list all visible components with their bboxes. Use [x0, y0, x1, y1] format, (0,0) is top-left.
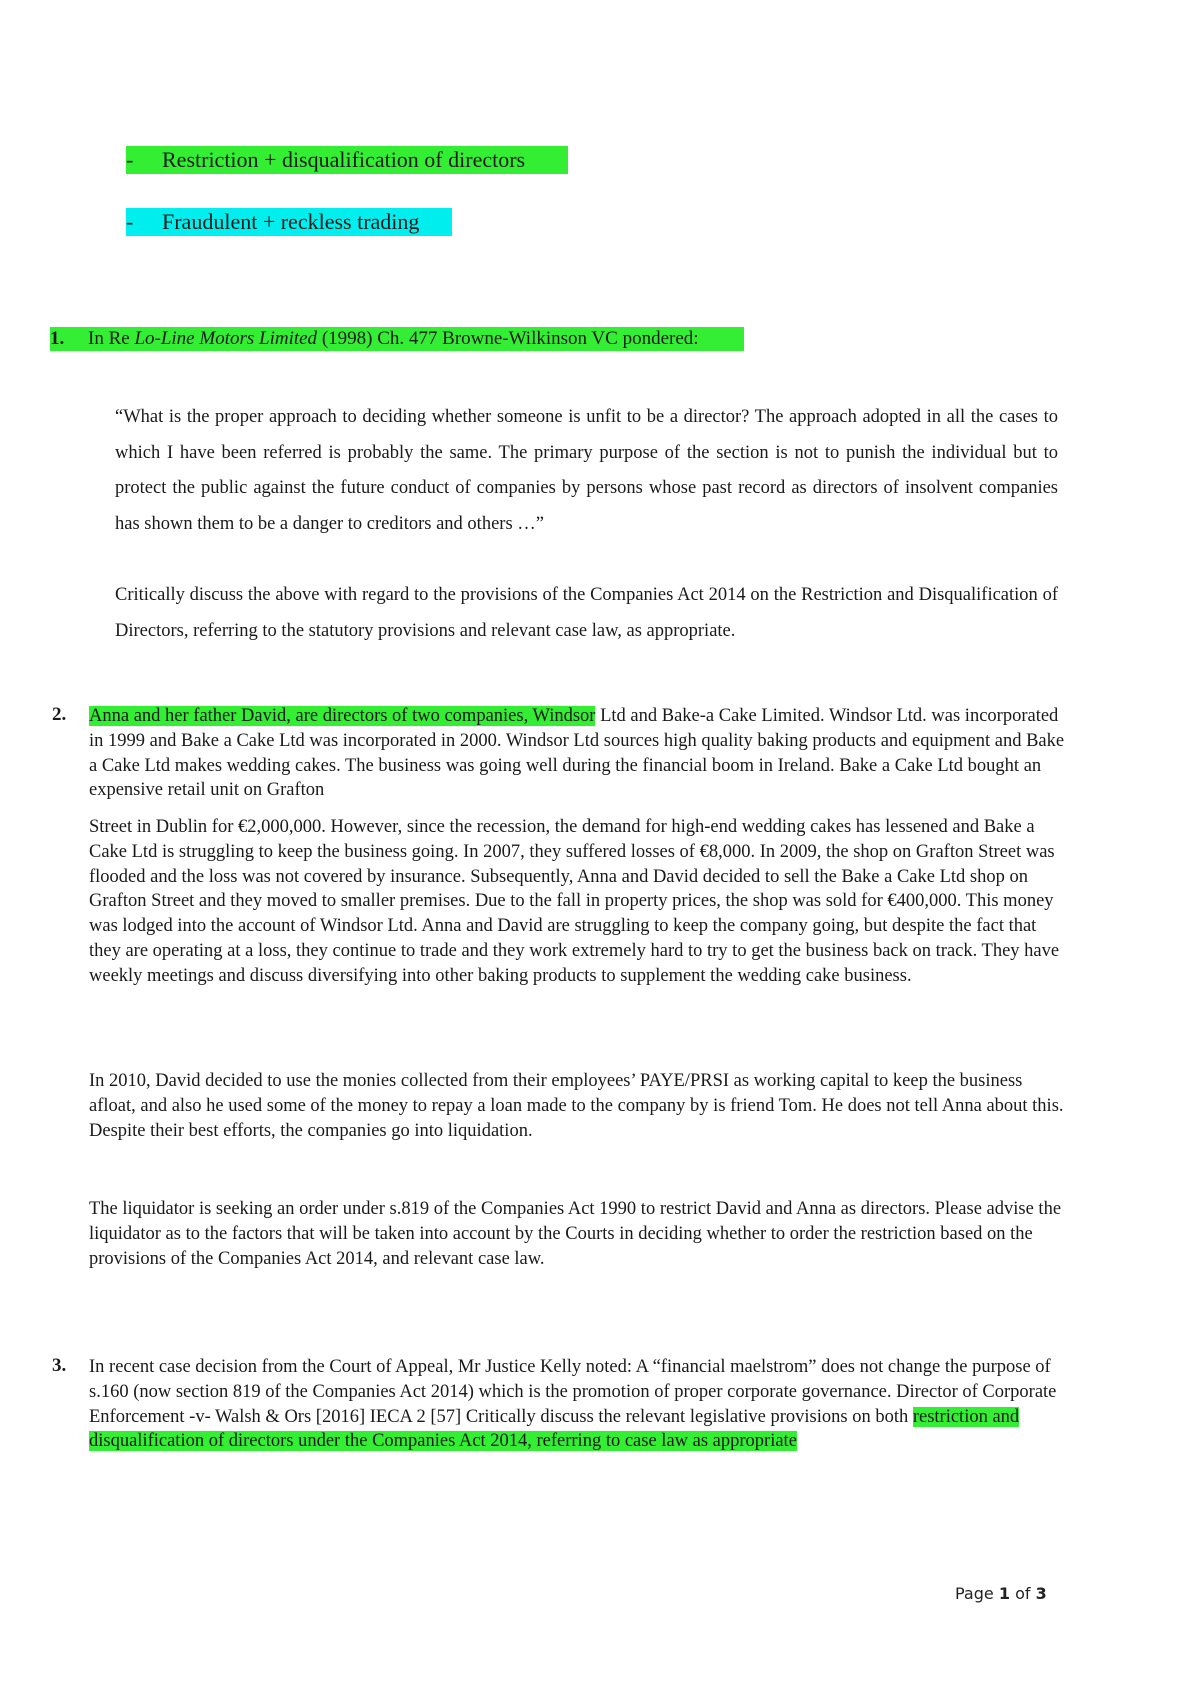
page-word: Page: [955, 1584, 994, 1603]
bullet-dash: -: [126, 209, 134, 234]
question-1-heading: [50, 327, 744, 351]
question-1-instruction: Critically discuss the above with regard to the provisions of the Companies Act 2014 on the Restriction and Disqualification of Directors, referring to the statutory provisions and relevant case law, as appropriate.: [115, 585, 1058, 641]
bullet-highlight: [126, 208, 452, 236]
question-3-body: In recent case decision from the Court of Appeal, Mr Justice Kelly noted: A “financial maelstrom” does not change the purpose of s.160 (now section 819 of the Companies Act 2014) which is the promotion of proper corporate governance. Director of Corporate Enforcement -v- Walsh & Ors [2016] IECA 2 [57] Critically discuss the relevant legislative provisions on both: [89, 1357, 1057, 1427]
bullet-item-fraudulent: [126, 208, 452, 236]
page-number: [955, 1584, 1047, 1603]
case-name: Lo-Line Motors Limited: [134, 328, 318, 349]
question-2-paragraph-2: Street in Dublin for €2,000,000. However, since the recession, the demand for high-end wedding cakes has lessened and Bake a Cake Ltd is struggling to keep the business going. In 2007, they suffered losses of €8,000. In 2009, the shop on Grafton Street was flooded and the loss was not covered by insurance. Subsequently, Anna and David decided to sell the Bake a Cake Ltd shop on Grafton Street and they moved to smaller premises. Due to the fall in property prices, the shop was sold for €400,000. This money was lodged into the account of Windsor Ltd. Anna and David are struggling to keep the company going, but despite the fact that they are operating at a loss, they continue to trade and they work extremely hard to try to get the business back on track. They have weekly meetings and discuss diversifying into other baking products to supplement the wedding cake business.: [89, 817, 1060, 986]
bullet-dash: -: [126, 147, 134, 172]
question-2-paragraph-1: [89, 704, 1069, 803]
question-2-paragraph-3: In 2010, David decided to use the monies collected from their employees’ PAYE/PRSI as working capital to keep the business afloat, and also he used some of the money to repay a loan made to the company by is friend Tom. He does not tell Anna about this. Despite their best efforts, the companies go into liquidation.: [89, 1071, 1064, 1141]
question-2-highlight: Anna and her father David, are directors of two companies, Windsor: [89, 706, 596, 726]
bullet-item-restriction: [126, 146, 568, 174]
page-total: 3: [1035, 1584, 1047, 1603]
bullet-text: Restriction + disqualification of directors: [162, 147, 526, 172]
question-number: 2.: [52, 704, 67, 725]
bullet-highlight: [126, 146, 568, 174]
question-number: 3.: [52, 1355, 67, 1376]
bullet-text: Fraudulent + reckless trading: [162, 209, 420, 234]
question-1-highlight: [50, 327, 744, 351]
question-3-highlight: restriction and disqualification of directors under the Companies Act 2014, referring to case law as appropriate: [89, 1406, 1020, 1452]
question-number: 1.: [50, 328, 65, 349]
question-1-post: (1998) Ch. 477 Browne-Wilkinson VC pondered:: [317, 328, 699, 349]
page-of-word: of: [1015, 1584, 1031, 1603]
question-1-pre: In Re: [88, 328, 135, 349]
page-current: 1: [998, 1584, 1010, 1603]
question-3-text: [89, 1355, 1069, 1454]
question-2-paragraph-4: The liquidator is seeking an order under s.819 of the Companies Act 1990 to restrict David and Anna as directors. Please advise the liquidator as to the factors that will be taken into account by the Courts in deciding whether to order the restriction based on the provisions of the Companies Act 2014, and relevant case law.: [89, 1199, 1062, 1269]
question-1-quote: “What is the proper approach to deciding whether someone is unfit to be a director? The approach adopted in all the cases to which I have been referred is probably the same. The primary purpose of the section is not to punish the individual but to protect the public against the future conduct of companies by persons whose past record as directors of insolvent companies has shown them to be a danger to creditors and others …”: [115, 407, 1058, 534]
question-2-paragraph-1-rest: Ltd and Bake-a Cake Limited. Windsor Ltd. was incorporated in 1999 and Bake a Cake Ltd was incorporated in 2000. Windsor Ltd sources high quality baking products and equipment and Bake a Cake Ltd makes wedding cakes. The business was going well during the financial boom in Ireland. Bake a Cake Ltd bought an expensive retail unit on Grafton: [89, 706, 1065, 801]
